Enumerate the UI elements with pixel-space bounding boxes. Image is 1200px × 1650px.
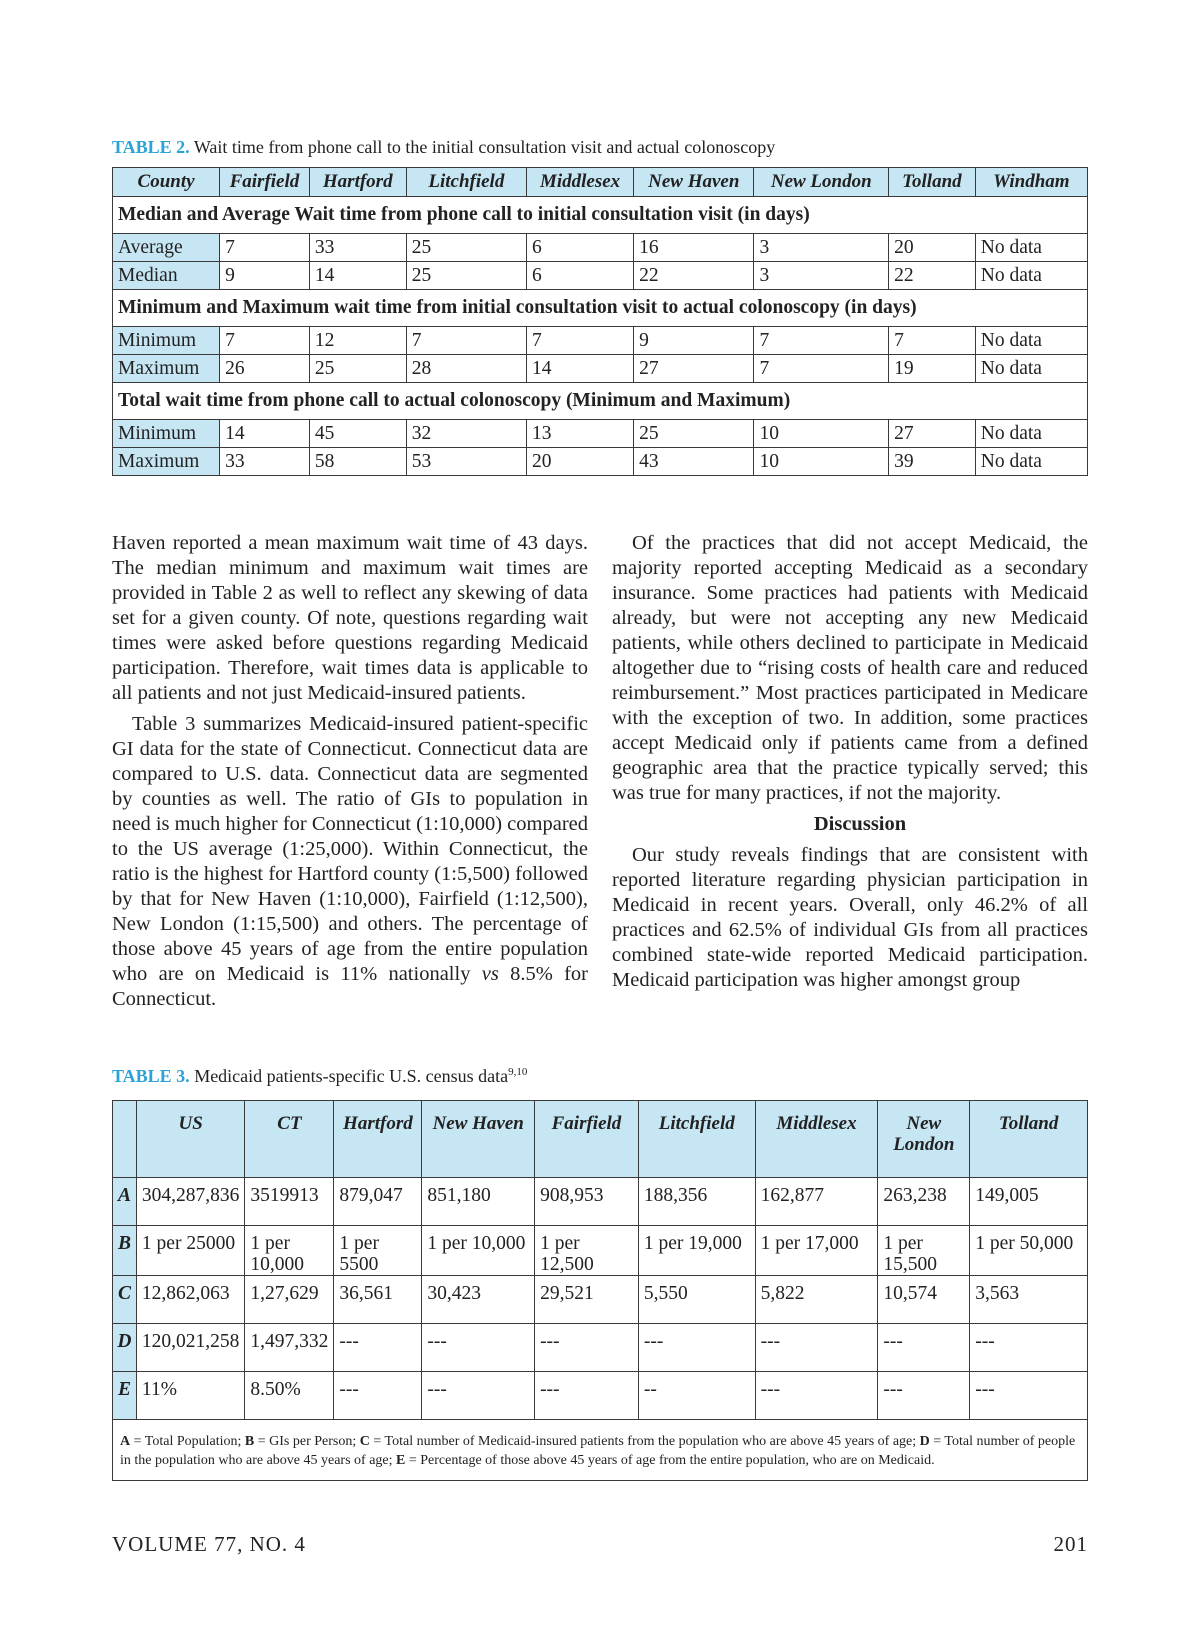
table-cell: 188,356 [638, 1178, 755, 1226]
section-heading: Discussion [813, 813, 907, 835]
table2-header-row [113, 168, 1088, 197]
body-column-right [612, 531, 1088, 999]
table-cell: 7 [754, 327, 889, 355]
table-cell: No data [975, 420, 1087, 448]
paragraph: Our study reveals findings that are consistent with reported literature regarding physician participation in Medicaid in recent years. Overall, only 46.2% of all practices and 62.5% of individual GIs from all practices combined state-wide reported Medicaid participation. Medicaid participation was higher amongst group [612, 844, 1088, 991]
table-cell: 1 per 10,000 [245, 1226, 334, 1276]
table3-caption-text: Medicaid patients-specific U.S. census data [194, 1066, 509, 1086]
table3-column-header: Tolland [970, 1101, 1088, 1178]
table-cell: 304,287,836 [136, 1178, 245, 1226]
table-cell: 32 [406, 420, 526, 448]
table-cell: 29,521 [535, 1276, 639, 1324]
table2-section-title: Minimum and Maximum wait time from initial consultation visit to actual colonoscopy (in days) [113, 290, 1088, 327]
table-cell: 908,953 [535, 1178, 639, 1226]
table-cell: 1 per 12,500 [535, 1226, 639, 1276]
table-row [113, 1276, 1088, 1324]
table-cell: 10 [754, 420, 889, 448]
table-cell: 3519913 [245, 1178, 334, 1226]
journal-volume: VOLUME 77, NO. 4 [112, 1532, 306, 1556]
table-cell: --- [334, 1372, 422, 1420]
table-cell: 22 [889, 262, 976, 290]
table-cell: --- [755, 1324, 878, 1372]
table-cell: 14 [309, 262, 406, 290]
table3-column-header: CT [245, 1101, 334, 1178]
table-cell: 43 [634, 448, 754, 476]
row-label: Median [113, 262, 220, 290]
table-cell: 879,047 [334, 1178, 422, 1226]
table2-column-header: Hartford [309, 168, 406, 197]
table-cell: 27 [634, 355, 754, 383]
footnote-key: C [359, 1434, 370, 1449]
table-cell: 1 per 10,000 [422, 1226, 535, 1276]
table-cell: --- [422, 1324, 535, 1372]
table-cell: --- [970, 1324, 1088, 1372]
table2-caption-text: Wait time from phone call to the initial consultation visit and actual colonoscopy [193, 137, 776, 157]
table2 [112, 167, 1088, 476]
table-row [113, 355, 1088, 383]
table-cell: 25 [309, 355, 406, 383]
table-cell: No data [975, 262, 1087, 290]
table-cell: 3 [754, 262, 889, 290]
table2-section-row [113, 383, 1088, 420]
table-cell: 9 [634, 327, 754, 355]
table3-footnote: A = Total Population; B = GIs per Person; C = Total number of Medicaid-insured patients from the population who are above 45 years of age; D = Total number of people in the population who are above 45 years of age; E = Percentage of those above 45 years of age from the entire population, who are on Medicaid. [113, 1420, 1088, 1481]
table-cell: -- [638, 1372, 755, 1420]
table-cell: 1 per 19,000 [638, 1226, 755, 1276]
table2-section-row [113, 290, 1088, 327]
table2-caption [112, 137, 775, 158]
table-cell: 28 [406, 355, 526, 383]
table-cell: 13 [527, 420, 634, 448]
table2-section-title: Median and Average Wait time from phone call to initial consultation visit (in days) [113, 197, 1088, 234]
table-row [113, 327, 1088, 355]
table-cell: 36,561 [334, 1276, 422, 1324]
page-number: 201 [1053, 1532, 1088, 1556]
table2-body [113, 197, 1088, 476]
table-cell: 7 [406, 327, 526, 355]
table-cell: 7 [889, 327, 976, 355]
row-label: Average [113, 234, 220, 262]
table2-column-header: New London [754, 168, 889, 197]
table-cell: --- [755, 1372, 878, 1420]
table-row [113, 262, 1088, 290]
footnote-key: B [244, 1434, 255, 1449]
table-cell: 20 [889, 234, 976, 262]
paragraph: Of the practices that did not accept Medicaid, the majority reported accepting Medicaid as a secondary insurance. Some practices had patients with Medicaid already, but were not accepting any new Medicaid patients, while others declined to participate in Medicaid altogether due to “rising costs of health care and reduced reimbursement.” Most practices participated in Medicare with the exception of two. In addition, some practices accept Medicaid only if patients came from a defined geographic area that the practice typically served; this was true for many practices, if not the majority. [612, 532, 1088, 804]
table-cell: 39 [889, 448, 976, 476]
table-cell: No data [975, 448, 1087, 476]
table-cell: 6 [527, 262, 634, 290]
paragraph: Table 3 summarizes Medicaid-insured patient-specific GI data for the state of Connecticut. Connecticut data are compared to U.S. data. Connecticut data are segmented by counties as well. The ratio of GIs to population in need is much higher for Connecticut (1:10,000) compared to the US average (1:25,000). Within Connecticut, the ratio is the highest for Hartford county (1:5,500) followed by that for New Haven (1:10,000), Fairfield (1:12,500), New London (1:15,500) and others. The percentage of those above 45 years of age from the entire population who are on Medicaid is 11% nationally vs 8.5% for Connecticut. [112, 713, 588, 1010]
row-label: C [113, 1276, 137, 1324]
table-row [113, 1372, 1088, 1420]
table2-column-header: Windham [975, 168, 1087, 197]
table-cell: 1,27,629 [245, 1276, 334, 1324]
row-label: Minimum [113, 420, 220, 448]
table-cell: 7 [220, 234, 310, 262]
table-row [113, 448, 1088, 476]
table-cell: 58 [309, 448, 406, 476]
table-cell: --- [638, 1324, 755, 1372]
footnote-key: D [919, 1434, 930, 1449]
table-cell: 851,180 [422, 1178, 535, 1226]
table-cell: 25 [406, 262, 526, 290]
table2-column-header: Middlesex [527, 168, 634, 197]
table3-citation: 9,10 [508, 1066, 528, 1078]
footnote-key: A [120, 1434, 131, 1449]
row-label: B [113, 1226, 137, 1276]
table-cell: 120,021,258 [136, 1324, 245, 1372]
table3-column-header: New London [878, 1101, 970, 1178]
table-cell: 11% [136, 1372, 245, 1420]
table3-column-header: Litchfield [638, 1101, 755, 1178]
table-cell: --- [878, 1372, 970, 1420]
table-cell: No data [975, 234, 1087, 262]
table-cell: 1 per 25000 [136, 1226, 245, 1276]
table-cell: 10 [754, 448, 889, 476]
table-cell: 6 [527, 234, 634, 262]
table3-body [113, 1178, 1088, 1481]
table-cell: 9 [220, 262, 310, 290]
table-cell: 26 [220, 355, 310, 383]
table2-column-header: New Haven [634, 168, 754, 197]
table3-column-header: Middlesex [755, 1101, 878, 1178]
table3-footnote-row [113, 1420, 1088, 1481]
table-row [113, 1178, 1088, 1226]
table-cell: 149,005 [970, 1178, 1088, 1226]
table-cell: 27 [889, 420, 976, 448]
table-cell: --- [535, 1324, 639, 1372]
row-label: E [113, 1372, 137, 1420]
table-cell: 14 [220, 420, 310, 448]
table2-column-header: Tolland [889, 168, 976, 197]
table3 [112, 1100, 1088, 1481]
table3-label: TABLE 3. [112, 1066, 190, 1086]
table-cell: 25 [634, 420, 754, 448]
table-row [113, 1324, 1088, 1372]
table2-label: TABLE 2. [112, 137, 190, 157]
table2-column-header: Litchfield [406, 168, 526, 197]
row-label: D [113, 1324, 137, 1372]
row-label: Maximum [113, 448, 220, 476]
table3-column-header: US [136, 1101, 245, 1178]
table-cell: 33 [220, 448, 310, 476]
table-cell: --- [970, 1372, 1088, 1420]
table-cell: 1 per 15,500 [878, 1226, 970, 1276]
table-cell: 1,497,332 [245, 1324, 334, 1372]
table-cell: --- [535, 1372, 639, 1420]
table-cell: 16 [634, 234, 754, 262]
table-cell: 12 [309, 327, 406, 355]
italic-text: vs [481, 963, 499, 985]
body-column-left [112, 531, 588, 1018]
table-cell: 5,822 [755, 1276, 878, 1324]
table-cell: 19 [889, 355, 976, 383]
table3-caption [112, 1066, 527, 1087]
table-cell: 30,423 [422, 1276, 535, 1324]
table-cell: 1 per 5500 [334, 1226, 422, 1276]
table-row [113, 234, 1088, 262]
table-row [113, 1226, 1088, 1276]
table-cell: 1 per 17,000 [755, 1226, 878, 1276]
table3-column-header: New Haven [422, 1101, 535, 1178]
table-cell: 25 [406, 234, 526, 262]
table-cell: 3 [754, 234, 889, 262]
table2-column-header: County [113, 168, 220, 197]
table-cell: 12,862,063 [136, 1276, 245, 1324]
table-cell: 33 [309, 234, 406, 262]
table-cell: 20 [527, 448, 634, 476]
table-cell: 7 [527, 327, 634, 355]
table-cell: 162,877 [755, 1178, 878, 1226]
table3-column-header: Fairfield [535, 1101, 639, 1178]
paragraph: Haven reported a mean maximum wait time of 43 days. The median minimum and maximum wait times are provided in Table 2 as well to reflect any skewing of data set for a given county. Of note, questions regarding wait times were asked before questions regarding Medicaid participation. Therefore, wait times data is applicable to all patients and not just Medicaid-insured patients. [112, 532, 588, 704]
table-cell: 263,238 [878, 1178, 970, 1226]
table-cell: 53 [406, 448, 526, 476]
table-cell: No data [975, 355, 1087, 383]
table2-column-header: Fairfield [220, 168, 310, 197]
table-cell: 22 [634, 262, 754, 290]
row-label: Maximum [113, 355, 220, 383]
table2-section-title: Total wait time from phone call to actual colonoscopy (Minimum and Maximum) [113, 383, 1088, 420]
row-label: A [113, 1178, 137, 1226]
table-cell: --- [878, 1324, 970, 1372]
table3-header-row [113, 1101, 1088, 1178]
table-cell: 3,563 [970, 1276, 1088, 1324]
table-cell: 1 per 50,000 [970, 1226, 1088, 1276]
footnote-key: E [396, 1453, 406, 1468]
row-label: Minimum [113, 327, 220, 355]
table-row [113, 420, 1088, 448]
table-cell: 8.50% [245, 1372, 334, 1420]
table2-section-row [113, 197, 1088, 234]
table-cell: 7 [754, 355, 889, 383]
table3-column-header: Hartford [334, 1101, 422, 1178]
table-cell: --- [334, 1324, 422, 1372]
table-cell: 45 [309, 420, 406, 448]
table3-corner-cell [113, 1101, 137, 1178]
table-cell: --- [422, 1372, 535, 1420]
table-cell: 7 [220, 327, 310, 355]
table-cell: No data [975, 327, 1087, 355]
table-cell: 14 [527, 355, 634, 383]
table-cell: 10,574 [878, 1276, 970, 1324]
table-cell: 5,550 [638, 1276, 755, 1324]
